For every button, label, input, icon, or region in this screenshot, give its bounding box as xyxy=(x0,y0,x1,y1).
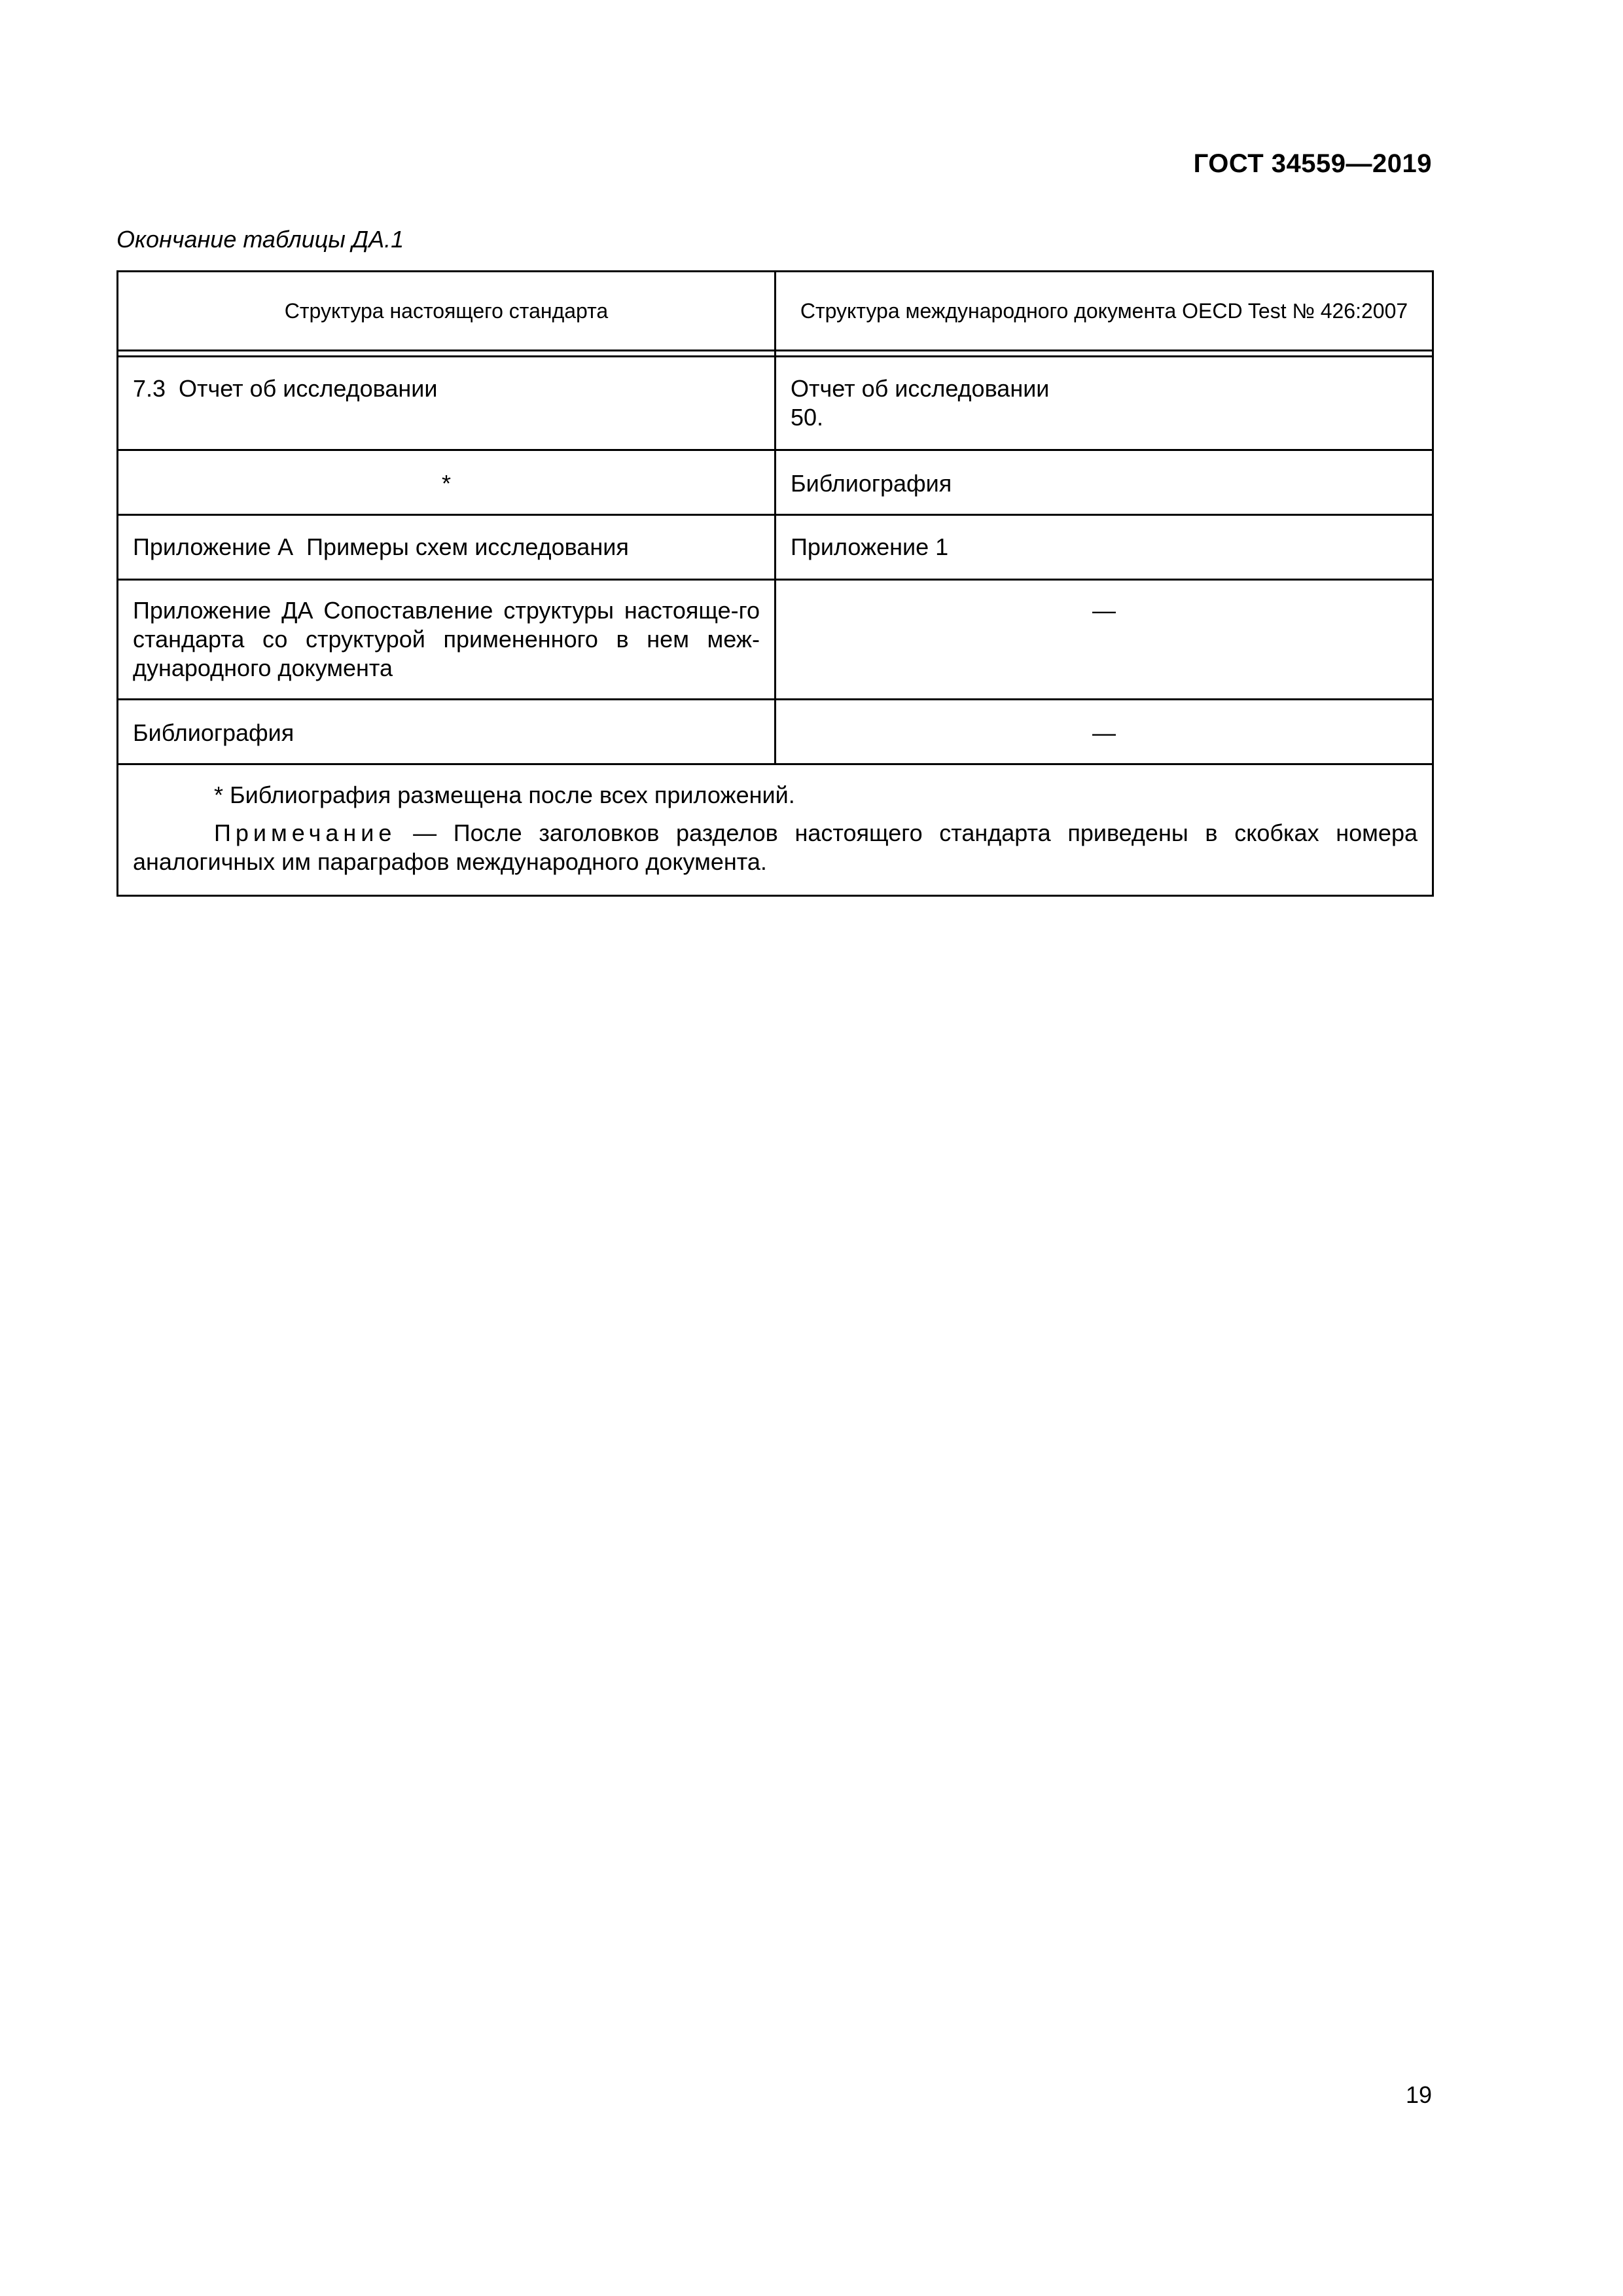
column-header-international: Структура международного документа OECD Test № 426:2007 xyxy=(776,272,1433,351)
structure-comparison-table xyxy=(116,270,1434,897)
document-code: ГОСТ 34559—2019 xyxy=(1193,149,1432,178)
page-number: 19 xyxy=(1405,2081,1432,2108)
cell-standard: * xyxy=(118,450,776,515)
column-header-standard: Структура настоящего стандарта xyxy=(118,272,776,351)
table-row xyxy=(118,357,1433,450)
table-row xyxy=(118,515,1433,580)
table-header xyxy=(118,272,1433,351)
table-row xyxy=(118,700,1433,764)
table-notes-row xyxy=(118,764,1433,896)
table-notes xyxy=(118,764,1433,896)
cell-standard: Приложение А Примеры схем исследования xyxy=(118,515,776,580)
header-double-rule xyxy=(118,351,1433,357)
table-footnote: * Библиография размещена после всех приложений. xyxy=(214,781,795,808)
note-label: Примечание xyxy=(214,819,397,846)
cell-standard: Приложение ДА Сопоставление структуры настояще-го стандарта со структурой примененного в нем меж-дународного документа xyxy=(118,580,776,700)
table-note xyxy=(133,819,1418,876)
cell-standard: Библиография xyxy=(118,700,776,764)
cell-international: Библиография xyxy=(776,450,1433,515)
note-text: — После заголовков разделов настоящего стандарта приведены в скобках номера аналогичных им параграфов международного документа. xyxy=(133,819,1418,875)
cell-international: Приложение 1 xyxy=(776,515,1433,580)
cell-international: — xyxy=(776,580,1433,700)
table-caption: Окончание таблицы ДА.1 xyxy=(116,226,404,253)
table-row xyxy=(118,450,1433,515)
cell-international: Отчет об исследовании 50. xyxy=(776,357,1433,450)
cell-standard: 7.3 Отчет об исследовании xyxy=(118,357,776,450)
table-row xyxy=(118,580,1433,700)
cell-international: — xyxy=(776,700,1433,764)
